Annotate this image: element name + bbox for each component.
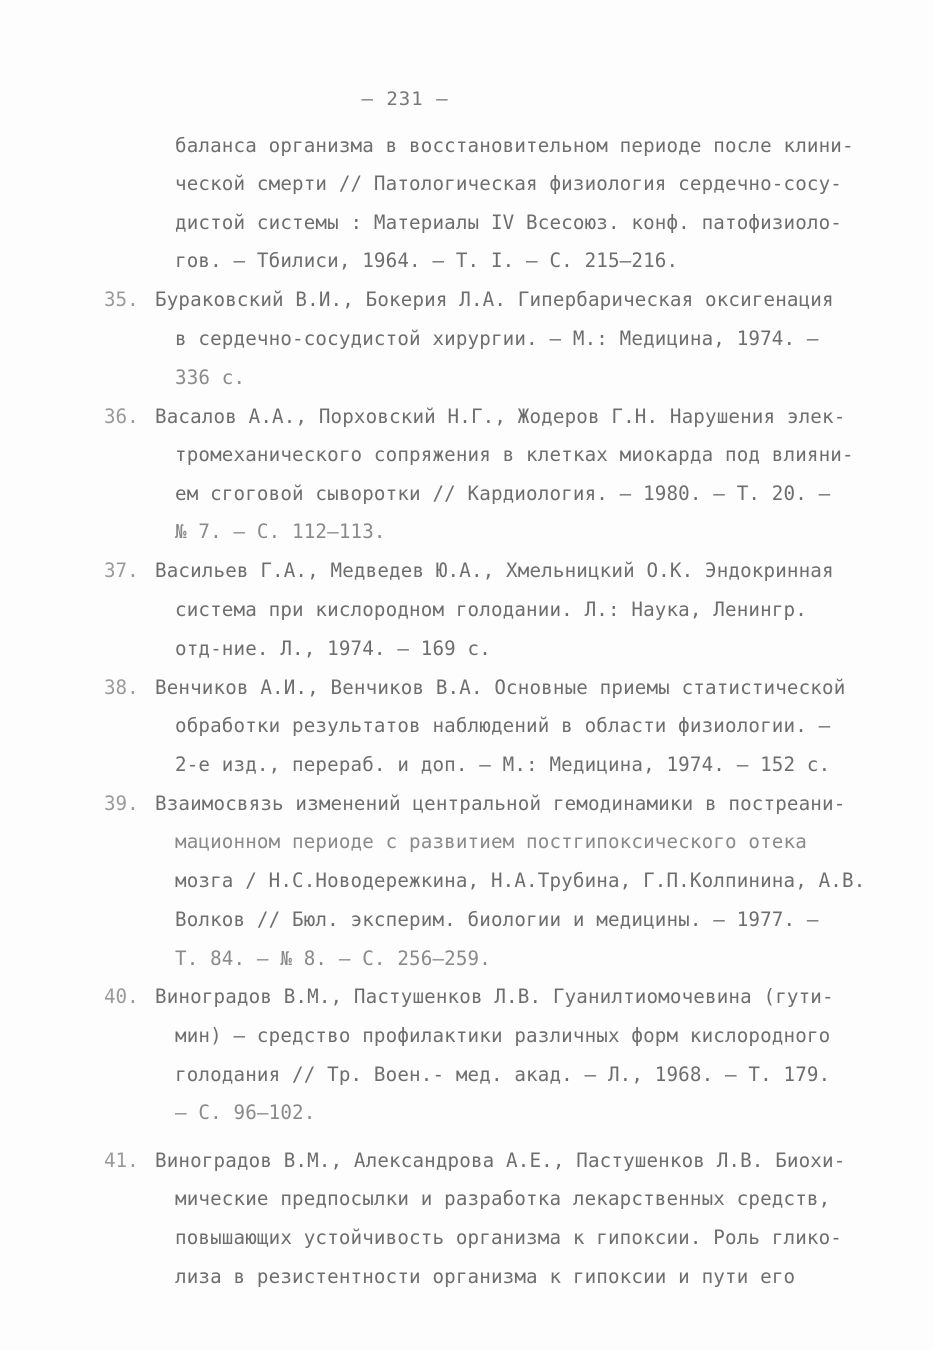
entry-7-line-2: мические предпосылки и разработка лекарственных средств,: [175, 1187, 831, 1210]
entry-6-number: 40.: [104, 985, 139, 1008]
entry-4-line-3: 2-е изд., перераб. и доп. – М.: Медицина, 1974. – 152 с.: [175, 753, 831, 776]
entry-1-number: 35.: [104, 288, 139, 311]
entry-2-line-3: ем сгоговой сыворотки // Кардиология. – 1980. – Т. 20. –: [175, 482, 831, 505]
entry-6-line-1: Виноградов В.М., Пастушенков Л.В. Гуанилтиомочевина (гути-: [155, 985, 834, 1008]
entry-1-line-2: в сердечно-сосудистой хирургии. – М.: Медицина, 1974. –: [175, 327, 819, 350]
entry-6-line-4: – С. 96–102.: [175, 1101, 316, 1124]
entry-2-line-2: тромеханического сопряжения в клетках миокарда под влияни-: [175, 443, 854, 466]
entry-0-line-4: гов. – Тбилиси, 1964. – Т. I. – С. 215–216.: [175, 249, 679, 272]
entry-5-line-4: Волков // Бюл. эксперим. биологии и медицины. – 1977. –: [175, 908, 819, 931]
entry-6-line-3: голодания // Тр. Воен.- мед. акад. – Л., 1968. – Т. 179.: [175, 1063, 831, 1086]
entry-7-number: 41.: [104, 1149, 139, 1172]
page-number: – 231 –: [361, 88, 449, 110]
entry-3-line-1: Васильев Г.А., Медведев Ю.А., Хмельницкий О.К. Эндокринная: [155, 559, 834, 582]
entry-7-line-3: повышающих устойчивость организма к гипоксии. Роль глико-: [175, 1226, 843, 1249]
entry-7-line-4: лиза в резистентности организма к гипоксии и пути его: [175, 1265, 796, 1288]
entry-3-line-2: система при кислородном голодании. Л.: Наука, Ленингр.: [175, 598, 807, 621]
entry-2-number: 36.: [104, 405, 139, 428]
entry-0-line-2: ческой смерти // Патологическая физиология сердечно-сосу-: [175, 172, 843, 195]
entry-2-line-4: № 7. – С. 112–113.: [175, 520, 386, 543]
entry-3-line-3: отд-ние. Л., 1974. – 169 с.: [175, 637, 491, 660]
entry-4-line-2: обработки результатов наблюдений в области физиологии. –: [175, 714, 831, 737]
entry-6-line-2: мин) – средство профилактики различных форм кислородного: [175, 1024, 831, 1047]
entry-0-line-1: баланса организма в восстановительном периоде после клини-: [175, 134, 854, 157]
entry-5-number: 39.: [104, 792, 139, 815]
entry-5-line-5: Т. 84. – № 8. – С. 256–259.: [175, 947, 491, 970]
entry-1-line-1: Бураковский В.И., Бокерия Л.А. Гипербарическая оксигенация: [155, 288, 834, 311]
entry-4-number: 38.: [104, 676, 139, 699]
entry-1-line-3: 336 с.: [175, 366, 246, 389]
entry-7-line-1: Виноградов В.М., Александрова А.Е., Пастушенков Л.В. Биохи-: [155, 1149, 846, 1172]
entry-0-line-3: дистой системы : Материалы IV Всесоюз. конф. патофизиоло-: [175, 211, 843, 234]
entry-4-line-1: Венчиков А.И., Венчиков В.А. Основные приемы статистической: [155, 676, 846, 699]
entry-5-line-2: мационном периоде с развитием постгипоксического отека: [175, 830, 807, 853]
entry-2-line-1: Васалов А.А., Порховский Н.Г., Жодеров Г.Н. Нарушения элек-: [155, 405, 846, 428]
entry-5-line-3: мозга / Н.С.Новодережкина, Н.А.Трубина, Г.П.Колпинина, А.В.: [175, 869, 866, 892]
entry-3-number: 37.: [104, 559, 139, 582]
entry-5-line-1: Взаимосвязь изменений центральной гемодинамики в постреани-: [155, 792, 846, 815]
